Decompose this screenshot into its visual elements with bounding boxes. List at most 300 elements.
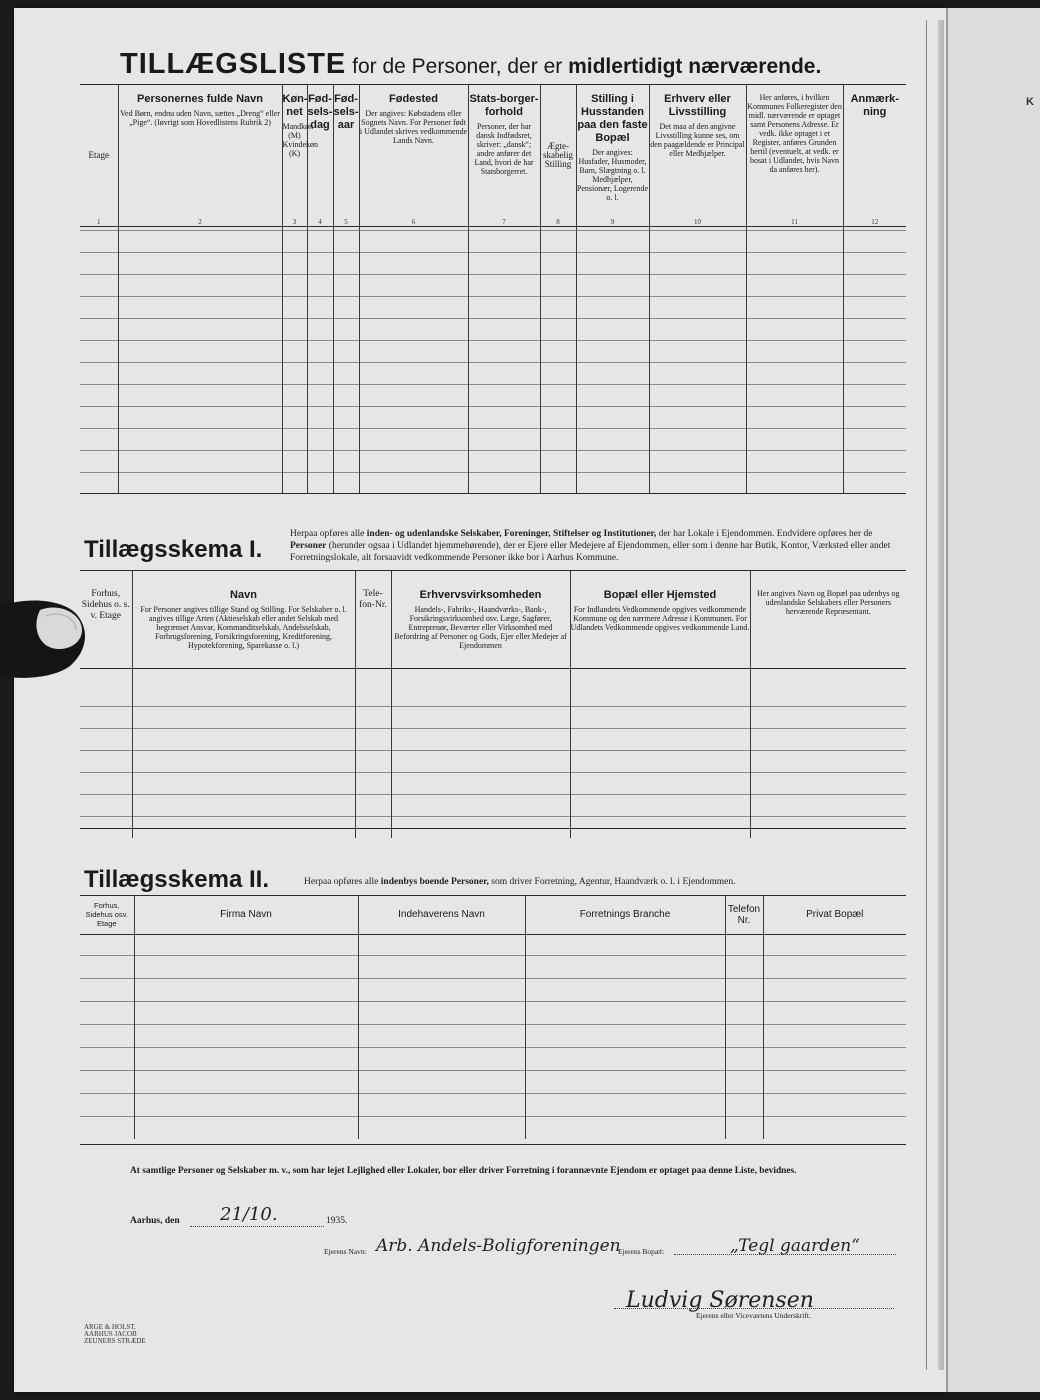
list-table-cell[interactable] bbox=[118, 385, 282, 407]
list-table-cell[interactable] bbox=[282, 473, 307, 495]
list-table-cell[interactable] bbox=[540, 429, 576, 451]
skema2-header-cell bbox=[525, 896, 725, 933]
list-table-cell[interactable] bbox=[282, 385, 307, 407]
skema1-header-text: Handels-, Fabriks-, Haandværks-, Bank-, Forsikringsvirksomhed osv. Læge, Sagfører, Entreprenør, Beværter eller Virksomhed med Befordring af Personer og Gods, Ejer eller Medejer af Ejendommen bbox=[394, 605, 567, 650]
skema1-header-text: For Indlandets Vedkommende opgives vedkommende Kommune og den nærmere Adresse i Kommunen. For Udlandets Vedkommende opgives vedkommende Land. bbox=[570, 605, 750, 632]
list-table-cell[interactable] bbox=[80, 231, 118, 253]
list-table-cell[interactable] bbox=[118, 341, 282, 363]
list-table-cell[interactable] bbox=[843, 473, 906, 495]
skema2-table-cell[interactable] bbox=[763, 1094, 906, 1117]
skema1-table-cell[interactable] bbox=[391, 795, 570, 817]
list-table-cell[interactable] bbox=[282, 275, 307, 297]
skema1-header-text: Her angives Navn og Bopæl paa udenbys og udenlandske Selskabers eller Personers herværende Repræsentant. bbox=[757, 589, 900, 616]
list-table-cell[interactable] bbox=[649, 231, 746, 253]
skema2-table-row bbox=[80, 933, 906, 956]
list-table-cell[interactable] bbox=[307, 363, 333, 385]
list-table-cell[interactable] bbox=[359, 297, 468, 319]
list-table-cell[interactable] bbox=[359, 385, 468, 407]
list-table-cell[interactable] bbox=[333, 231, 359, 253]
skema2-table-cell[interactable] bbox=[80, 1025, 134, 1048]
skema2-table-cell[interactable] bbox=[134, 1048, 358, 1071]
list-table-cell[interactable] bbox=[746, 385, 843, 407]
list-table-cell[interactable] bbox=[359, 363, 468, 385]
skema2-table-cell[interactable] bbox=[725, 1002, 763, 1025]
list-table-cell[interactable] bbox=[333, 451, 359, 473]
skema2-table-cell[interactable] bbox=[763, 1048, 906, 1071]
skema2-table-cell[interactable] bbox=[763, 1071, 906, 1094]
declaration-text: At samtlige Personer og Selskaber m. v., som har lejet Lejlighed eller Lokaler, bor eller driver Forretning i forannævnte Ejendom er optaget paa denne Liste, bevidnes. bbox=[130, 1166, 797, 1176]
list-table-cell[interactable] bbox=[843, 341, 906, 363]
list-table-cell[interactable] bbox=[307, 473, 333, 495]
skema2-table-cell[interactable] bbox=[80, 1048, 134, 1071]
list-title-rest: for de Personer, der er bbox=[352, 55, 563, 78]
list-table-cell[interactable] bbox=[333, 341, 359, 363]
list-table-cell[interactable] bbox=[80, 473, 118, 495]
list-table-cell[interactable] bbox=[540, 275, 576, 297]
list-header-cell bbox=[333, 85, 359, 218]
list-table-cell[interactable] bbox=[80, 407, 118, 429]
list-table-cell[interactable] bbox=[649, 429, 746, 451]
skema1-table-cell[interactable] bbox=[570, 685, 750, 707]
list-table-cell[interactable] bbox=[307, 297, 333, 319]
skema2-table-cell[interactable] bbox=[134, 1117, 358, 1140]
list-table-cell[interactable] bbox=[80, 319, 118, 341]
list-table-cell[interactable] bbox=[468, 297, 540, 319]
list-table-cell[interactable] bbox=[282, 253, 307, 275]
list-table-cell[interactable] bbox=[843, 363, 906, 385]
list-table-cell[interactable] bbox=[359, 341, 468, 363]
list-column-number: 3 bbox=[282, 218, 307, 231]
list-table-cell[interactable] bbox=[576, 253, 649, 275]
list-table-cell[interactable] bbox=[468, 473, 540, 495]
skema2-table-cell[interactable] bbox=[358, 1071, 525, 1094]
list-table-cell[interactable] bbox=[649, 407, 746, 429]
list-table-cell[interactable] bbox=[746, 473, 843, 495]
skema1-table-cell[interactable] bbox=[80, 707, 132, 729]
list-table-cell[interactable] bbox=[333, 275, 359, 297]
skema1-table-cell[interactable] bbox=[570, 751, 750, 773]
skema2-table-cell[interactable] bbox=[525, 1002, 725, 1025]
list-table-row bbox=[80, 429, 906, 451]
skema1-table-cell[interactable] bbox=[570, 795, 750, 817]
skema2-table-cell[interactable] bbox=[763, 956, 906, 979]
list-header-row bbox=[80, 85, 906, 218]
skema1-table-cell[interactable] bbox=[132, 795, 355, 817]
list-table-cell[interactable] bbox=[843, 385, 906, 407]
list-table-row bbox=[80, 363, 906, 385]
skema1-table-cell[interactable] bbox=[391, 751, 570, 773]
list-table-cell[interactable] bbox=[359, 429, 468, 451]
skema1-desc-c: der har Lokale i Ejendommen. Endvidere opføres her de bbox=[658, 529, 873, 539]
list-table-cell[interactable] bbox=[649, 341, 746, 363]
thumb-holding-page bbox=[0, 596, 88, 680]
list-table-cell[interactable] bbox=[307, 341, 333, 363]
list-table-cell[interactable] bbox=[80, 363, 118, 385]
list-table-cell[interactable] bbox=[540, 473, 576, 495]
skema1-table-cell[interactable] bbox=[132, 707, 355, 729]
list-table-cell[interactable] bbox=[80, 385, 118, 407]
list-table-cell[interactable] bbox=[80, 451, 118, 473]
skema2-table-row bbox=[80, 956, 906, 979]
list-header-title: Køn-net bbox=[282, 93, 308, 118]
list-table-cell[interactable] bbox=[307, 451, 333, 473]
list-table-cell[interactable] bbox=[359, 451, 468, 473]
list-table-cell[interactable] bbox=[118, 451, 282, 473]
list-table-cell[interactable] bbox=[576, 319, 649, 341]
skema2-table-cell[interactable] bbox=[134, 1071, 358, 1094]
skema2-header-cell bbox=[725, 896, 763, 933]
list-table-cell[interactable] bbox=[307, 429, 333, 451]
list-table-cell[interactable] bbox=[118, 231, 282, 253]
list-table-cell[interactable] bbox=[468, 407, 540, 429]
skema2-table-cell[interactable] bbox=[358, 956, 525, 979]
signature-label: Ejerens eller Viceværtens Underskrift. bbox=[696, 1311, 811, 1320]
list-table-row bbox=[80, 451, 906, 473]
skema1-table-cell[interactable] bbox=[391, 685, 570, 707]
skema2-table-cell[interactable] bbox=[725, 1048, 763, 1071]
list-table-cell[interactable] bbox=[540, 253, 576, 275]
list-table-cell[interactable] bbox=[746, 231, 843, 253]
list-column-number: 12 bbox=[871, 218, 879, 226]
list-table-cell[interactable] bbox=[282, 231, 307, 253]
list-table-cell[interactable] bbox=[746, 297, 843, 319]
skema2-table-cell[interactable] bbox=[525, 979, 725, 1002]
list-table-cell[interactable] bbox=[843, 231, 906, 253]
skema2-table-cell[interactable] bbox=[763, 1117, 906, 1140]
skema2-table-cell[interactable] bbox=[763, 979, 906, 1002]
list-table-cell[interactable] bbox=[333, 385, 359, 407]
skema1-table-cell[interactable] bbox=[132, 685, 355, 707]
list-table-cell[interactable] bbox=[468, 341, 540, 363]
list-column-number: 1 bbox=[80, 218, 118, 231]
skema2-table-cell[interactable] bbox=[80, 1071, 134, 1094]
list-table-cell[interactable] bbox=[118, 407, 282, 429]
skema1-table-cell[interactable] bbox=[80, 685, 132, 707]
skema1-table-cell[interactable] bbox=[750, 707, 906, 729]
list-table-cell[interactable] bbox=[649, 385, 746, 407]
list-table-cell[interactable] bbox=[282, 297, 307, 319]
list-table-cell[interactable] bbox=[359, 231, 468, 253]
list-table-cell[interactable] bbox=[540, 407, 576, 429]
list-table-cell[interactable] bbox=[118, 363, 282, 385]
list-table-cell[interactable] bbox=[118, 429, 282, 451]
list-table-cell[interactable] bbox=[282, 407, 307, 429]
list-table-cell[interactable] bbox=[746, 319, 843, 341]
list-table-cell[interactable] bbox=[80, 429, 118, 451]
skema2-table-cell[interactable] bbox=[525, 1094, 725, 1117]
list-table-cell[interactable] bbox=[282, 363, 307, 385]
skema2-table-cell[interactable] bbox=[725, 1071, 763, 1094]
list-table-cell[interactable] bbox=[333, 319, 359, 341]
list-header-title: Fødested bbox=[389, 93, 438, 105]
list-table-cell[interactable] bbox=[359, 319, 468, 341]
skema2-table-cell[interactable] bbox=[725, 1025, 763, 1048]
list-table-cell[interactable] bbox=[468, 231, 540, 253]
skema1-desc-d: Personer bbox=[290, 541, 327, 551]
list-table-cell[interactable] bbox=[307, 385, 333, 407]
skema1-table-cell[interactable] bbox=[750, 795, 906, 817]
skema1-table-cell[interactable] bbox=[80, 795, 132, 817]
skema2-table-cell[interactable] bbox=[525, 1117, 725, 1140]
skema1-table-cell[interactable] bbox=[750, 751, 906, 773]
list-table-row bbox=[80, 275, 906, 297]
list-table-cell[interactable] bbox=[282, 429, 307, 451]
skema1-table-cell[interactable] bbox=[355, 751, 391, 773]
owner-address-handwritten: „Tegl gaarden“ bbox=[730, 1236, 860, 1256]
skema2-table-cell[interactable] bbox=[80, 956, 134, 979]
list-table-row bbox=[80, 341, 906, 363]
list-column-number: 11 bbox=[746, 218, 843, 231]
list-table-cell[interactable] bbox=[359, 253, 468, 275]
list-table-cell[interactable] bbox=[649, 319, 746, 341]
skema2-table-row bbox=[80, 1071, 906, 1094]
list-table-cell[interactable] bbox=[843, 407, 906, 429]
skema2-table-cell[interactable] bbox=[525, 1048, 725, 1071]
skema1-table-cell[interactable] bbox=[570, 729, 750, 751]
list-table-cell[interactable] bbox=[540, 297, 576, 319]
list-table-cell[interactable] bbox=[576, 385, 649, 407]
skema1-table-cell[interactable] bbox=[355, 795, 391, 817]
list-table-cell[interactable] bbox=[649, 275, 746, 297]
skema1-table-cell[interactable] bbox=[80, 729, 132, 751]
list-table-cell[interactable] bbox=[540, 341, 576, 363]
list-header-title: Anmærk-ning bbox=[850, 93, 899, 118]
list-header-cell bbox=[468, 85, 540, 218]
skema2-table-cell[interactable] bbox=[134, 1025, 358, 1048]
list-header-text: Etage bbox=[88, 150, 109, 160]
list-table-cell[interactable] bbox=[540, 451, 576, 473]
list-column-number: 5 bbox=[333, 218, 359, 231]
skema1-header-title: Bopæl eller Hjemsted bbox=[603, 589, 717, 601]
skema2-table-cell[interactable] bbox=[358, 1094, 525, 1117]
skema2-table-cell[interactable] bbox=[134, 956, 358, 979]
skema2-table-cell[interactable] bbox=[80, 933, 134, 956]
skema1-table-cell[interactable] bbox=[80, 773, 132, 795]
supplement-list-table bbox=[80, 85, 906, 494]
list-table-cell[interactable] bbox=[333, 429, 359, 451]
list-table-cell[interactable] bbox=[843, 451, 906, 473]
list-table-cell[interactable] bbox=[118, 253, 282, 275]
skema2-table-cell[interactable] bbox=[358, 933, 525, 956]
list-table-cell[interactable] bbox=[576, 275, 649, 297]
list-table-cell[interactable] bbox=[649, 473, 746, 495]
skema1-table-row bbox=[80, 729, 906, 751]
list-table-cell[interactable] bbox=[468, 319, 540, 341]
skema1-table-cell[interactable] bbox=[355, 707, 391, 729]
list-header-title: Stilling i Husstanden paa den faste Bopæl bbox=[577, 93, 648, 144]
list-column-number: 9 bbox=[576, 218, 649, 231]
list-table-cell[interactable] bbox=[282, 341, 307, 363]
list-table-cell[interactable] bbox=[540, 385, 576, 407]
list-table-cell[interactable] bbox=[80, 297, 118, 319]
skema1-table-cell[interactable] bbox=[80, 751, 132, 773]
list-table-cell[interactable] bbox=[843, 297, 906, 319]
list-table-cell[interactable] bbox=[746, 253, 843, 275]
list-table-cell[interactable] bbox=[540, 363, 576, 385]
skema2-desc-c: som driver Forretning, Agentur, Haandværk o. l. i Ejendommen. bbox=[491, 877, 736, 887]
skema2-table-cell[interactable] bbox=[80, 1094, 134, 1117]
list-header-title: Fød-sels-dag bbox=[307, 93, 333, 131]
list-table-cell[interactable] bbox=[307, 253, 333, 275]
skema1-table-cell[interactable] bbox=[391, 729, 570, 751]
skema2-table-cell[interactable] bbox=[725, 933, 763, 956]
list-table-cell[interactable] bbox=[843, 275, 906, 297]
list-header-cell bbox=[282, 85, 319, 218]
skema1-title: Tillægsskema I. bbox=[84, 536, 263, 563]
list-header-title: Stats-borger-forhold bbox=[469, 93, 539, 118]
skema2-header-text: Firma Navn bbox=[220, 909, 272, 920]
list-table-cell[interactable] bbox=[843, 319, 906, 341]
skema2-table-cell[interactable] bbox=[358, 1002, 525, 1025]
list-table-cell[interactable] bbox=[118, 275, 282, 297]
list-table-cell[interactable] bbox=[282, 451, 307, 473]
list-table-cell[interactable] bbox=[843, 253, 906, 275]
skema1-description bbox=[290, 528, 910, 564]
skema2-table-cell[interactable] bbox=[525, 1025, 725, 1048]
list-table-cell[interactable] bbox=[468, 253, 540, 275]
skema1-table-cell[interactable] bbox=[570, 707, 750, 729]
list-table-cell[interactable] bbox=[540, 231, 576, 253]
list-table-cell[interactable] bbox=[746, 275, 843, 297]
list-header-text: Der angives: Købstadens eller Sognets Navn. For Personer født i Udlandet skrives vedkommende Lands Navn. bbox=[359, 109, 468, 145]
skema2-table-cell[interactable] bbox=[134, 933, 358, 956]
skema1-table-row bbox=[80, 685, 906, 707]
list-table-cell[interactable] bbox=[746, 407, 843, 429]
list-table-cell[interactable] bbox=[576, 407, 649, 429]
list-header-title: Personernes fulde Navn bbox=[137, 93, 263, 105]
list-table-cell[interactable] bbox=[118, 319, 282, 341]
list-table-cell[interactable] bbox=[307, 407, 333, 429]
list-table-cell[interactable] bbox=[80, 275, 118, 297]
list-table-cell[interactable] bbox=[307, 231, 333, 253]
list-header-cell bbox=[576, 85, 649, 218]
date-line bbox=[190, 1226, 324, 1227]
skema2-table-cell[interactable] bbox=[725, 1117, 763, 1140]
skema2-table-cell[interactable] bbox=[134, 979, 358, 1002]
list-table-cell[interactable] bbox=[359, 473, 468, 495]
skema1-table-cell[interactable] bbox=[391, 707, 570, 729]
skema2-table-cell[interactable] bbox=[725, 956, 763, 979]
skema1-table-row bbox=[80, 751, 906, 773]
list-table-cell[interactable] bbox=[576, 473, 649, 495]
skema1-table-cell[interactable] bbox=[750, 685, 906, 707]
list-table-cell[interactable] bbox=[468, 275, 540, 297]
list-header-title: Erhverv eller Livsstilling bbox=[664, 93, 731, 118]
list-table-cell[interactable] bbox=[746, 341, 843, 363]
list-table-cell[interactable] bbox=[307, 319, 333, 341]
list-table-cell[interactable] bbox=[80, 253, 118, 275]
list-table-cell[interactable] bbox=[468, 429, 540, 451]
skema2-table-cell[interactable] bbox=[80, 1117, 134, 1140]
skema2-header-text: Indehaverens Navn bbox=[398, 909, 485, 920]
list-table-cell[interactable] bbox=[468, 363, 540, 385]
list-table-cell[interactable] bbox=[333, 407, 359, 429]
skema1-table bbox=[80, 571, 906, 838]
list-table-cell[interactable] bbox=[649, 363, 746, 385]
skema1-table-cell[interactable] bbox=[355, 685, 391, 707]
list-table-cell[interactable] bbox=[746, 363, 843, 385]
skema1-table-cell[interactable] bbox=[132, 773, 355, 795]
year-label: 1935. bbox=[326, 1216, 348, 1226]
skema2-table-cell[interactable] bbox=[134, 1094, 358, 1117]
skema1-table-cell[interactable] bbox=[750, 729, 906, 751]
skema2-table-cell[interactable] bbox=[763, 933, 906, 956]
skema2-table-cell[interactable] bbox=[725, 1094, 763, 1117]
skema2-header-text: Privat Bopæl bbox=[806, 909, 864, 920]
skema2-table-cell[interactable] bbox=[80, 1002, 134, 1025]
list-table-cell[interactable] bbox=[576, 451, 649, 473]
skema1-header-text: Tele-fon-Nr. bbox=[359, 589, 387, 610]
list-table-cell[interactable] bbox=[649, 297, 746, 319]
skema2-table-cell[interactable] bbox=[763, 1025, 906, 1048]
skema2-title: Tillægsskema II. bbox=[84, 866, 269, 893]
list-table-cell[interactable] bbox=[649, 451, 746, 473]
skema1-table-cell[interactable] bbox=[391, 773, 570, 795]
skema1-table-cell[interactable] bbox=[132, 751, 355, 773]
skema1-table-cell[interactable] bbox=[132, 729, 355, 751]
list-table-cell[interactable] bbox=[333, 297, 359, 319]
list-table-cell[interactable] bbox=[843, 429, 906, 451]
skema1-table-cell[interactable] bbox=[570, 773, 750, 795]
list-table-cell[interactable] bbox=[118, 297, 282, 319]
list-table-cell[interactable] bbox=[468, 385, 540, 407]
list-title bbox=[120, 48, 940, 81]
skema2-table-cell[interactable] bbox=[134, 1002, 358, 1025]
skema1-table-cell[interactable] bbox=[355, 773, 391, 795]
list-header-cell bbox=[649, 85, 746, 218]
skema1-table-cell[interactable] bbox=[355, 729, 391, 751]
adjacent-page-fragment: K bbox=[1026, 96, 1034, 108]
skema2-table-cell[interactable] bbox=[525, 956, 725, 979]
list-table-cell[interactable] bbox=[80, 341, 118, 363]
list-table-cell[interactable] bbox=[576, 363, 649, 385]
skema2-table-cell[interactable] bbox=[358, 1048, 525, 1071]
list-header-text: Her anføres, i hvilken Kommunes Folkeregister den midl. nærværende er optaget samt Personens Adresse. Er vedk. ikke optaget i et Register, anføres Grunden hertil (eventuelt, at vedk. er bosat i Udlandet, hvis Navn da anføres her). bbox=[747, 93, 842, 174]
skema2-table-cell[interactable] bbox=[763, 1002, 906, 1025]
list-table-cell[interactable] bbox=[118, 473, 282, 495]
list-table-cell[interactable] bbox=[540, 319, 576, 341]
list-table-cell[interactable] bbox=[333, 363, 359, 385]
list-table-cell[interactable] bbox=[649, 253, 746, 275]
skema2-table-cell[interactable] bbox=[525, 1071, 725, 1094]
skema2-table-cell[interactable] bbox=[725, 979, 763, 1002]
skema2-header-cell bbox=[763, 896, 906, 933]
list-table-cell[interactable] bbox=[746, 451, 843, 473]
list-table-cell[interactable] bbox=[576, 429, 649, 451]
list-table-cell[interactable] bbox=[282, 319, 307, 341]
skema2-table-cell[interactable] bbox=[80, 979, 134, 1002]
list-table-cell[interactable] bbox=[359, 407, 468, 429]
skema2-table-cell[interactable] bbox=[525, 933, 725, 956]
skema1-table-cell[interactable] bbox=[750, 773, 906, 795]
list-table-cell[interactable] bbox=[468, 451, 540, 473]
list-table-cell[interactable] bbox=[307, 275, 333, 297]
skema1-header-text: For Personer angives tillige Stand og Stilling. For Selskaber o. l. angives tillige Arten (Aktieselskab eller andet Selskab med begrænset Ansvar, Kommanditselskab, Andelsselskab, Forbrugsforening, Forsikringsforening, Kreditforening, Hypotekforening, Sparekasse o. l.) bbox=[140, 605, 347, 650]
list-table-cell[interactable] bbox=[576, 231, 649, 253]
skema2-table-cell[interactable] bbox=[358, 1117, 525, 1140]
list-table-cell[interactable] bbox=[576, 297, 649, 319]
skema2-header-row bbox=[80, 896, 906, 933]
skema2-table-cell[interactable] bbox=[358, 979, 525, 1002]
list-header-cell bbox=[746, 85, 843, 218]
list-table-cell[interactable] bbox=[333, 473, 359, 495]
list-table-cell[interactable] bbox=[359, 275, 468, 297]
skema2-table-cell[interactable] bbox=[358, 1025, 525, 1048]
list-table-cell[interactable] bbox=[576, 341, 649, 363]
list-table-cell[interactable] bbox=[333, 253, 359, 275]
list-table-cell[interactable] bbox=[746, 429, 843, 451]
list-column-number: 4 bbox=[307, 218, 333, 231]
